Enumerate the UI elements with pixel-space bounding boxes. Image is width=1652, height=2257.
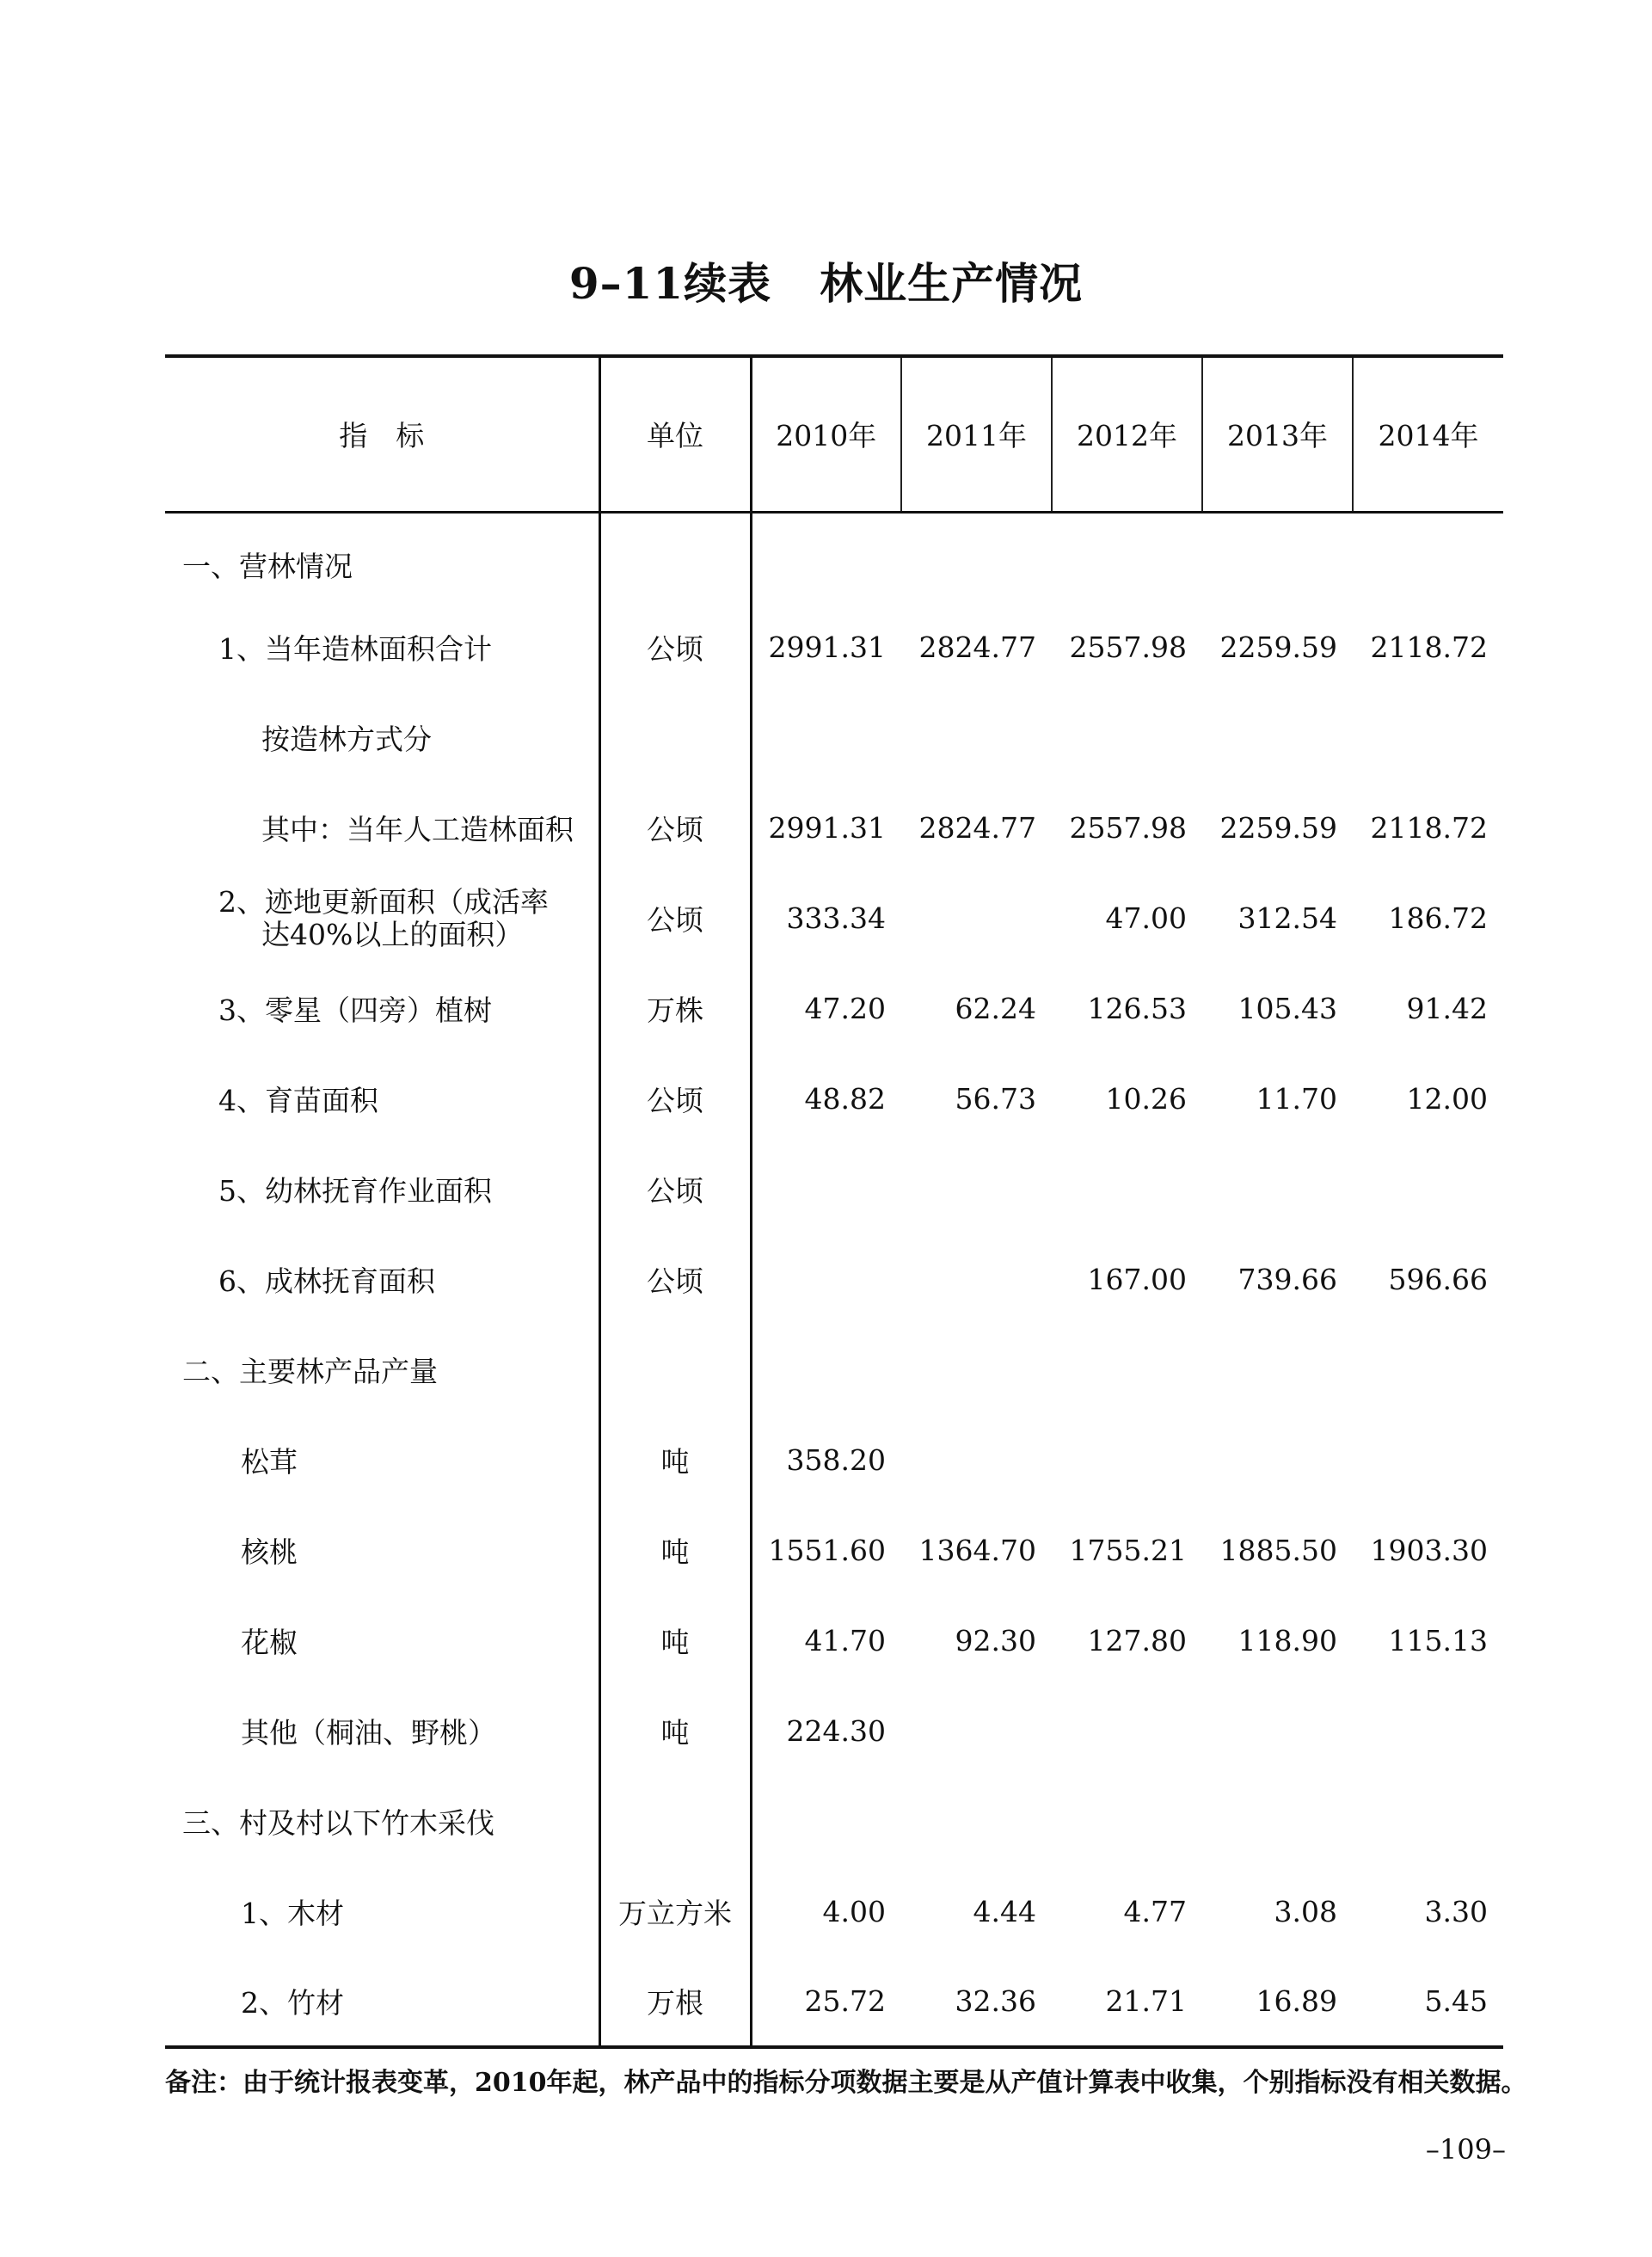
cell-value: 2824.77	[918, 630, 1036, 664]
cell-value: 4.00	[822, 1895, 886, 1928]
header-year: 2011年	[901, 356, 1052, 512]
table-row	[165, 692, 1503, 783]
row-label: 1、木材	[165, 1866, 599, 1957]
cell-value: 1903.30	[1370, 1534, 1488, 1567]
cell-value	[901, 512, 1052, 602]
cell-value	[1052, 1776, 1202, 1866]
table-row	[165, 1234, 1503, 1325]
row-unit: 吨	[599, 1686, 751, 1776]
cell-value	[901, 1776, 1052, 1866]
row-unit: 公顷	[599, 1234, 751, 1325]
cell-value	[1353, 1686, 1503, 1776]
row-unit: 万立方米	[599, 1866, 751, 1957]
footnote: 备注：由于统计报表变革，2010年起，林产品中的指标分项数据主要是从产值计算表中收集，个别指标没有相关数据。	[165, 2068, 1527, 2098]
cell-value: 1364.70	[918, 1534, 1036, 1567]
cell-value: 2991.31	[768, 630, 886, 664]
table-row	[165, 1596, 1503, 1686]
cell-value: 47.00	[1105, 901, 1187, 935]
row-label: 松茸	[165, 1415, 599, 1505]
cell-value: 2118.72	[1370, 630, 1488, 664]
row-label: 核桃	[165, 1505, 599, 1596]
row-label: 三、村及村以下竹木采伐	[165, 1776, 599, 1866]
cell-value: 224.30	[786, 1714, 886, 1748]
cell-value	[1202, 1776, 1353, 1866]
table-row	[165, 873, 1503, 963]
cell-value: 91.42	[1406, 992, 1488, 1025]
row-label	[165, 873, 599, 963]
row-label: 4、育苗面积	[165, 1054, 599, 1144]
row-label: 按造林方式分	[165, 692, 599, 783]
cell-value: 32.36	[901, 1957, 1052, 2047]
row-unit: 公顷	[599, 873, 751, 963]
cell-value	[1052, 1686, 1202, 1776]
cell-value: 2991.31	[768, 811, 886, 845]
cell-value: 5.45	[1353, 1957, 1503, 2047]
cell-value	[751, 1144, 901, 1234]
cell-value: 3.08	[1274, 1895, 1337, 1928]
cell-value	[751, 512, 901, 602]
table-title	[0, 249, 1652, 311]
cell-value: 12.00	[1406, 1082, 1488, 1116]
cell-value	[901, 1234, 1052, 1325]
cell-value: 3.30	[1424, 1895, 1488, 1928]
row-label-continuation: 达40%以上的面积）	[261, 917, 524, 951]
table-row	[165, 1054, 1503, 1144]
table-row	[165, 1866, 1503, 1957]
cell-value	[1353, 1776, 1503, 1866]
row-label: 其他（桐油、野桃）	[165, 1686, 599, 1776]
table-row	[165, 512, 1503, 602]
cell-value	[901, 1325, 1052, 1415]
cell-value: 186.72	[1388, 901, 1488, 935]
row-label: 3、零星（四旁）植树	[165, 963, 599, 1054]
header-year: 2014年	[1353, 356, 1503, 512]
row-unit: 吨	[599, 1596, 751, 1686]
cell-value	[1052, 512, 1202, 602]
cell-value	[751, 1325, 901, 1415]
cell-value: 2259.59	[1219, 811, 1337, 845]
cell-value: 2259.59	[1219, 630, 1337, 664]
header-unit: 单位	[599, 356, 751, 512]
cell-value	[1202, 512, 1353, 602]
table-row	[165, 602, 1503, 692]
header-row	[165, 356, 1503, 512]
row-unit: 万株	[599, 963, 751, 1054]
cell-value: 2557.98	[1069, 630, 1187, 664]
header-year: 2010年	[751, 356, 901, 512]
row-unit: 万根	[599, 1957, 751, 2047]
row-unit: 公顷	[599, 1144, 751, 1234]
row-label: 其中：当年人工造林面积	[165, 783, 599, 873]
cell-value: 48.82	[804, 1082, 886, 1116]
row-unit: 公顷	[599, 783, 751, 873]
row-unit	[599, 512, 751, 602]
cell-value	[1353, 1144, 1503, 1234]
cell-value: 312.54	[1237, 901, 1337, 935]
cell-value: 118.90	[1237, 1624, 1337, 1657]
cell-value	[1202, 1415, 1353, 1505]
cell-value: 1551.60	[768, 1534, 886, 1567]
cell-value: 47.20	[804, 992, 886, 1025]
cell-value: 105.43	[1237, 992, 1337, 1025]
row-label: 2、竹材	[165, 1957, 599, 2047]
row-label: 1、当年造林面积合计	[165, 602, 599, 692]
cell-value	[1052, 1144, 1202, 1234]
row-label: 花椒	[165, 1596, 599, 1686]
table-row	[165, 1415, 1503, 1505]
cell-value: 25.72	[751, 1957, 901, 2047]
cell-value	[901, 1415, 1052, 1505]
cell-value: 11.70	[1256, 1082, 1337, 1116]
cell-value	[1202, 1686, 1353, 1776]
cell-value: 4.44	[973, 1895, 1036, 1928]
cell-value: 21.71	[1052, 1957, 1202, 2047]
table-row	[165, 1957, 1503, 2047]
cell-value: 2824.77	[918, 811, 1036, 845]
row-unit	[599, 692, 751, 783]
cell-value	[1353, 692, 1503, 783]
cell-value: 126.53	[1087, 992, 1187, 1025]
row-label-line: 2、迹地更新面积（成活率	[218, 884, 549, 919]
cell-value: 41.70	[804, 1624, 886, 1657]
cell-value	[901, 692, 1052, 783]
cell-value	[1052, 1415, 1202, 1505]
table-row	[165, 783, 1503, 873]
header-indicator: 指 标	[165, 356, 599, 512]
table-row	[165, 1144, 1503, 1234]
table-row	[165, 963, 1503, 1054]
cell-value	[901, 1144, 1052, 1234]
cell-value: 167.00	[1087, 1263, 1187, 1296]
row-unit	[599, 1325, 751, 1415]
row-unit: 吨	[599, 1505, 751, 1596]
cell-value: 10.26	[1105, 1082, 1187, 1116]
cell-value	[1353, 1325, 1503, 1415]
cell-value: 739.66	[1237, 1263, 1337, 1296]
cell-value: 115.13	[1388, 1624, 1488, 1657]
table-code: 9–11续表	[568, 258, 772, 309]
row-label: 一、营林情况	[165, 512, 599, 602]
table-row	[165, 1776, 1503, 1866]
cell-value: 62.24	[955, 992, 1036, 1025]
cell-value: 2557.98	[1069, 811, 1187, 845]
cell-value: 16.89	[1202, 1957, 1353, 2047]
cell-value: 1755.21	[1069, 1534, 1187, 1567]
cell-value: 2118.72	[1370, 811, 1488, 845]
table-row	[165, 1505, 1503, 1596]
row-label: 二、主要林产品产量	[165, 1325, 599, 1415]
cell-value	[901, 1686, 1052, 1776]
forestry-production-table	[165, 354, 1503, 2049]
cell-value: 358.20	[786, 1443, 886, 1477]
cell-value: 333.34	[786, 901, 886, 935]
cell-value	[901, 873, 1052, 963]
row-label: 6、成林抚育面积	[165, 1234, 599, 1325]
row-unit: 公顷	[599, 602, 751, 692]
cell-value: 4.77	[1123, 1895, 1187, 1928]
cell-value: 127.80	[1087, 1624, 1187, 1657]
header-year: 2013年	[1202, 356, 1353, 512]
cell-value: 92.30	[955, 1624, 1036, 1657]
cell-value	[751, 692, 901, 783]
row-unit	[599, 1776, 751, 1866]
cell-value	[1353, 512, 1503, 602]
table-row	[165, 1686, 1503, 1776]
row-unit: 吨	[599, 1415, 751, 1505]
cell-value	[1202, 692, 1353, 783]
cell-value	[751, 1776, 901, 1866]
cell-value: 56.73	[955, 1082, 1036, 1116]
cell-value	[1202, 1325, 1353, 1415]
cell-value	[1052, 1325, 1202, 1415]
table-name: 林业生产情况	[820, 258, 1084, 309]
page-number: –109–	[1425, 2133, 1506, 2166]
row-label: 5、幼林抚育作业面积	[165, 1144, 599, 1234]
cell-value	[1353, 1415, 1503, 1505]
cell-value	[1202, 1144, 1353, 1234]
header-year: 2012年	[1052, 356, 1202, 512]
cell-value	[1052, 692, 1202, 783]
cell-value: 1885.50	[1219, 1534, 1337, 1567]
cell-value: 596.66	[1388, 1263, 1488, 1296]
row-unit: 公顷	[599, 1054, 751, 1144]
cell-value	[751, 1234, 901, 1325]
table-row	[165, 1325, 1503, 1415]
